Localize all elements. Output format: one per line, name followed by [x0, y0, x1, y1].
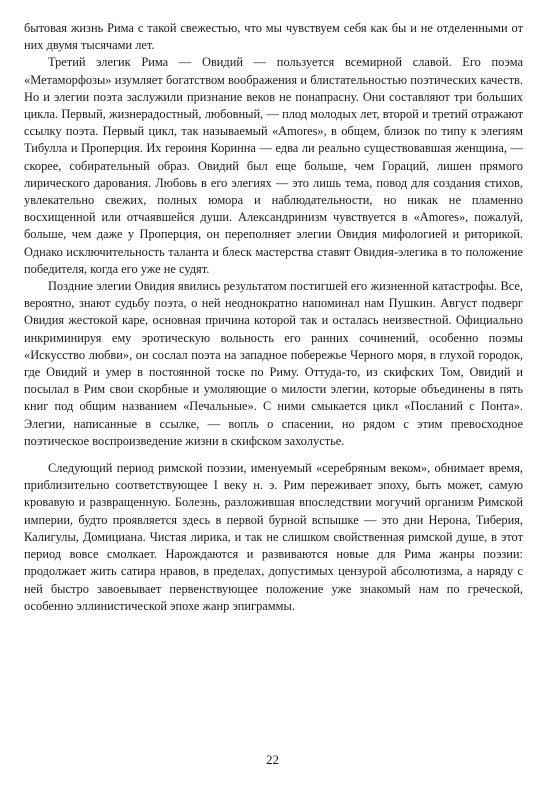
page-body: [24, 20, 523, 615]
paragraph-ovid-elegies: Третий элегик Рима — Овидий — пользуется всемирной славой. Его поэма «Метаморфозы» изумляет богатством воображения и блистательностью поэтических качеств. Но и элегии поэта заслужили признание веков не понапрасну. Они составляют три больших цикла. Первый, жизнерадостный, любовный, — плод молодых лет, второй и третий отражают ссылку поэта. Первый цикл, так называемый «Amores», в общем, близок по типу к элегиям Тибулла и Проперция. Их героиня Коринна — едва ли реально существовавшая женщина, — скорее, собирательный образ. Овидий был еще больше, чем Гораций, лишен прямого лирического дарования. Любовь в его элегиях — это лишь тема, повод для создания стихов, увлекательно свежих, полных юмора и наблюдательности, но никак не пламенно восхищенной или отчаявшейся души. Александринизм чувствуется в «Amores», пожалуй, больше, чем даже у Проперция, он переполняет элегии Овидия мифологией и риторикой. Однако исключительность таланта и блеск мастерства ставят Овидия-элегика в то положение победителя, когда его уже не судят.: [24, 55, 523, 276]
paragraph-continuation: бытовая жизнь Рима с такой свежестью, что мы чувствуем себя как бы и не отделенными от них двумя тысячами лет.: [24, 21, 523, 53]
paragraph-late-elegies: Поздние элегии Овидия явились результатом постигшей его жизненной катастрофы. Все, вероятно, знают судьбу поэта, о ней неоднократно напоминал нам Пушкин. Август подверг Овидия жестокой каре, основная причина которой так и осталась неизвестной. Официально инкриминируя ему эротическую вольность его ранних сочинений, особенно поэмы «Искусство любви», он сослал поэта на западное побережье Черного моря, в глухой городок, где Овидий и умер в постоянной тоске по Риму. Оттуда-то, из скифских Том, Овидий и посылал в Рим свои скорбные и умоляющие о милости элегии, которые объединены в пять книг под общим названием «Печальные». С ними смыкается цикл «Посланий с Понта». Элегии, написанные в ссылке, — вопль о спасении, но рядом с этим превосходное поэтическое воспроизведение жизни в скифском захолустье.: [24, 279, 523, 448]
page-number: 22: [266, 752, 279, 767]
paragraph-silver-age: Следующий период римской поэзии, именуемый «серебряным веком», обнимает время, приблизительно соответствующее I веку н. э. Рим переживает эпоху, быть может, самую кровавую и развращенную. Болезнь, разложившая впоследствии могучий организм Римской империи, будто проявляется здесь в первой бурной вспышке — это дни Нерона, Тиберия, Калигулы, Домициана. Чистая лирика, и так не слишком свойственная римской душе, в этот период вовсе смолкает. Нарождаются и развиваются новые для Рима жанры поэзии: продолжает жить сатира нравов, в пределах, допустимых цензурой абсолютизма, а наряду с ней быстро завоевывает первенствующее положение уже знакомый нам по греческой, особенно эллинистической эпохе жанр эпиграммы.: [24, 461, 523, 613]
